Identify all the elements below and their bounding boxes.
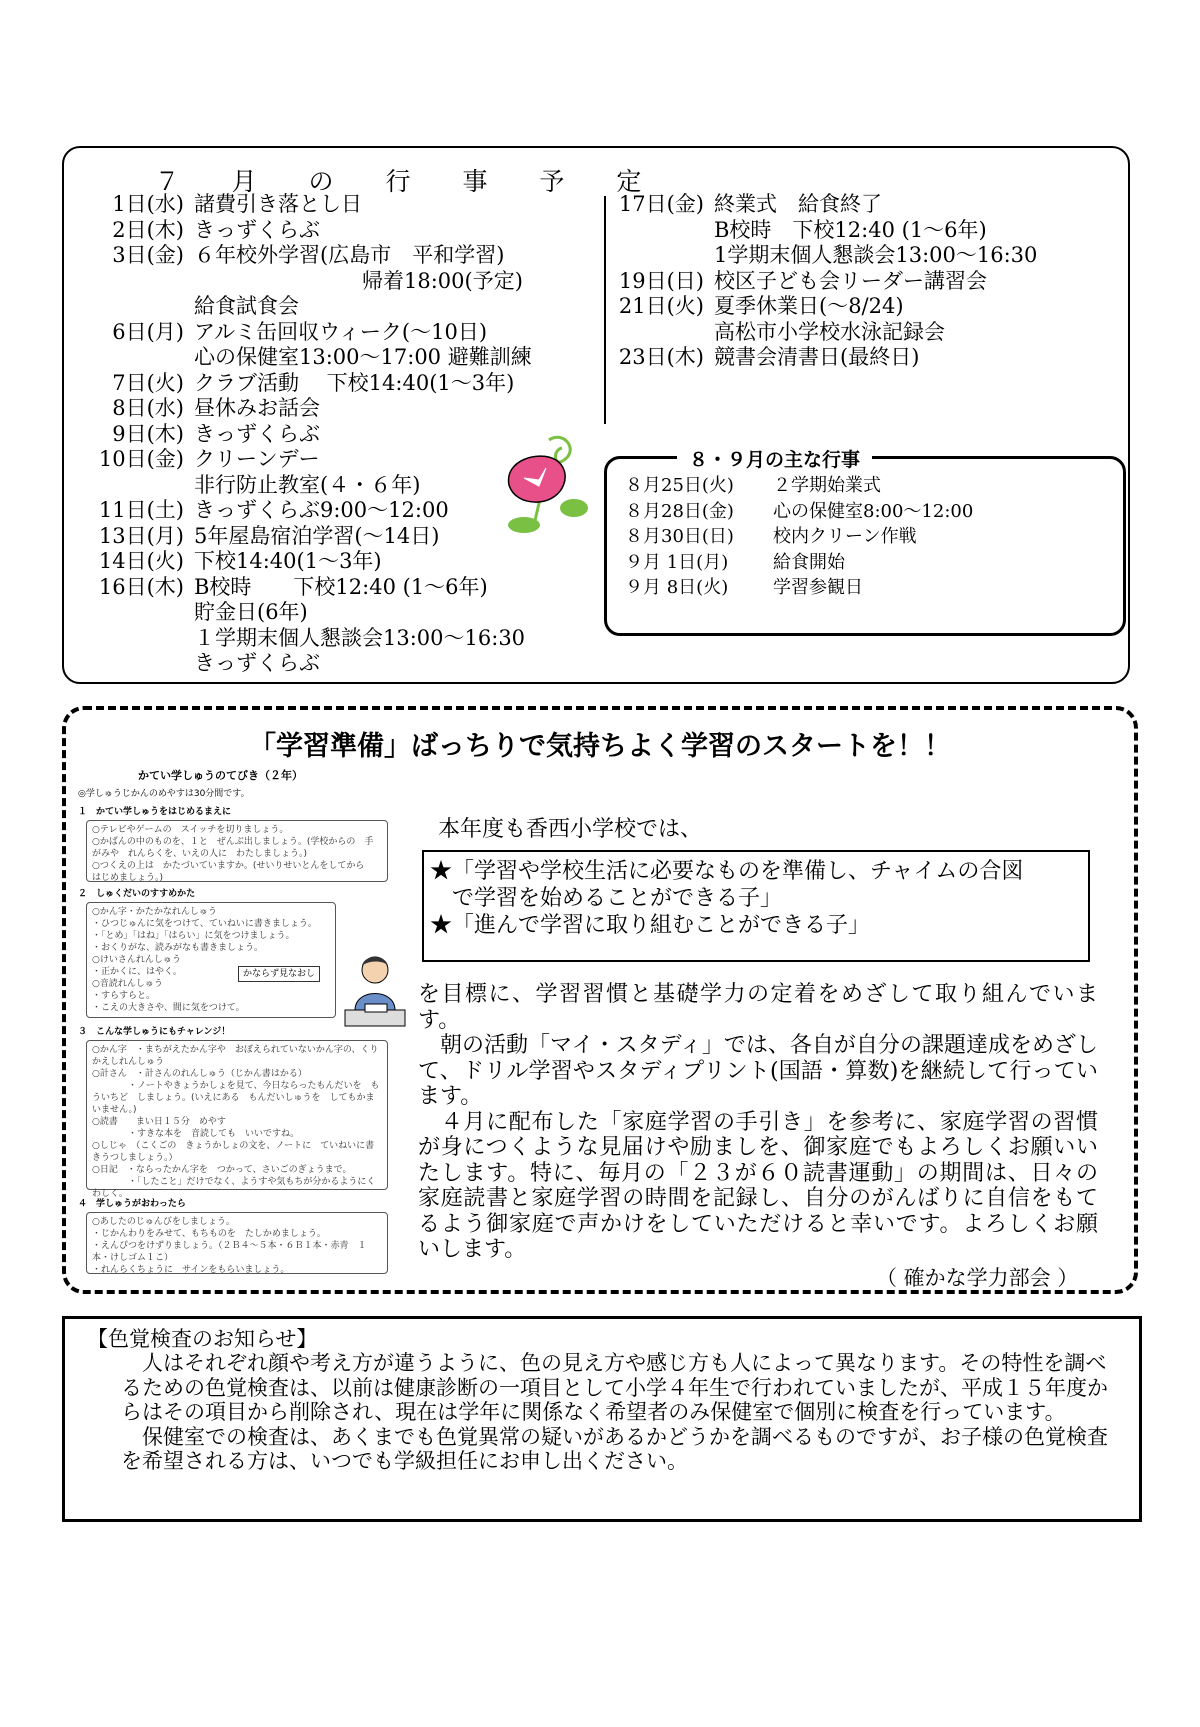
color-paragraph-1: 人はそれぞれ顔や考え方が違うように、色の見え方や感じ方も人によって異なります。その特性を調べるための色覚検査は、以前は健康診断の一項目として小学４年生で行われていましたが、平成１５年度からはその項目から削除され、現在は学年に関係なく希望者のみ保健室で個別に検査を行っています。 [121, 1351, 1108, 1424]
schedule-row [74, 269, 634, 295]
study-preparation-box [62, 706, 1138, 1294]
schedule-event: １学期末個人懇談会13:00～16:30 [194, 625, 526, 650]
schedule-event: 心の保健室13:00～17:00 避難訓練 [194, 345, 532, 369]
color-paragraph-2: 保健室での検査は、あくまでも色覚異常の疑いがあるかどうかを調べるものですが、お子様の色覚検査を希望される方は、いつでも学級担任にお申し出ください。 [121, 1424, 1108, 1473]
study-paragraph-1: を目標に、学習習慣と基礎学力の定着をめざして取り組んでいます。 [418, 982, 1098, 1033]
guide-box-2: ○かん字・かたかなれんしゅう ・ひつじゅんに気をつけて、ていねいに書きましょう。 ・「とめ」「はね」「はらい」に気をつけましょう。 ・おくりがな、読みがなも書きましょう。 ○けいさんれんしゅう ・正かくに、はやく。 ○音読れんしゅう ・すらすらと。 ・こえの大きさや、間に気をつけて。 [86, 902, 336, 1018]
study-paragraph-2: 朝の活動「マイ・スタディ」では、各自が自分の課題達成をめざして、ドリル学習やスタディプリント(国語・算数)を継続して行っています。 [418, 1033, 1098, 1109]
schedule-date [74, 269, 194, 295]
aug-sep-event: 学習参観日 [773, 577, 863, 598]
schedule-row [74, 600, 634, 626]
aug-sep-date: ９月 1日(月) [625, 551, 729, 573]
schedule-event: きっずくらぶ [194, 421, 320, 446]
schedule-date [604, 320, 714, 346]
color-notice-body [121, 1351, 1121, 1474]
schedule-date: 19日(日) [618, 268, 704, 293]
schedule-date [74, 651, 194, 677]
schedule-event: 諸費引き落とし日 [194, 192, 362, 216]
schedule-date: 9日(木) [112, 421, 184, 446]
schedule-date [604, 243, 714, 269]
schedule-event: クラブ活動 下校14:40(1～3年) [194, 370, 515, 395]
schedule-right-column [604, 192, 1124, 371]
schedule-date: 1日(水) [112, 192, 184, 216]
schedule-date [604, 218, 714, 244]
schedule-date: 17日(金) [618, 192, 704, 216]
schedule-row [604, 192, 1124, 218]
schedule-row [74, 651, 634, 677]
july-schedule-box [62, 146, 1130, 684]
schedule-event: 5年屋島宿泊学習(～14日) [194, 523, 440, 548]
aug-sep-date: ８月28日(金) [625, 500, 734, 522]
study-body [418, 982, 1098, 1263]
schedule-row [604, 269, 1124, 295]
study-intro: 本年度も香西小学校では、 [438, 817, 703, 842]
schedule-row [74, 294, 634, 320]
check-again-label: かならず見なおし [238, 966, 320, 982]
schedule-date: 23日(木) [618, 345, 704, 369]
aug-sep-event: ２学期始業式 [773, 475, 881, 496]
guide-section-3: ３ こんな学しゅうにもチャレンジ！ [78, 1027, 231, 1037]
schedule-date [74, 626, 194, 652]
schedule-date: 14日(火) [98, 549, 184, 573]
schedule-event: 高松市小学校水泳記録会 [714, 319, 945, 344]
schedule-event: きっずくらぶ [194, 217, 320, 242]
schedule-date: 8日(水) [112, 396, 184, 420]
schedule-row [604, 320, 1124, 346]
aug-sep-date: ９月 8日(火) [625, 577, 729, 598]
guide-section-2: ２ しゅくだいのすすめかた [78, 889, 196, 899]
schedule-event: B校時 下校12:40 (1～6年) [194, 574, 488, 599]
schedule-row [74, 371, 634, 397]
morning-glory-icon [494, 430, 594, 540]
study-signature: （ 確かな学力部会 ） [876, 1266, 1079, 1290]
aug-sep-row [625, 499, 973, 525]
schedule-row [74, 218, 634, 244]
schedule-date [74, 294, 194, 320]
goal-line-1: ★「学習や学校生活に必要なものを準備し、チャイムの合図 [430, 859, 1024, 884]
schedule-event: B校時 下校12:40 (1～6年) [714, 217, 987, 242]
schedule-date: 2日(木) [112, 217, 184, 242]
aug-sep-row [625, 575, 973, 601]
schedule-row [74, 575, 634, 601]
schedule-row [604, 243, 1124, 269]
guide-title: かてい学しゅうのてびき（２年） [138, 769, 303, 782]
schedule-row [74, 320, 634, 346]
schedule-event: 1学期末個人懇談会13:00～16:30 [714, 243, 1038, 267]
schedule-event: きっずくらぶ9:00～12:00 [194, 498, 449, 522]
schedule-event: きっずくらぶ [194, 651, 320, 675]
guide-section-1: １ かてい学しゅうをはじめるまえに [78, 807, 232, 817]
aug-sep-row [625, 524, 973, 550]
schedule-row [74, 549, 634, 575]
schedule-event: 終業式 給食終了 [714, 192, 882, 216]
schedule-date: 16日(木) [98, 574, 184, 599]
schedule-event: クリーンデー [194, 447, 320, 471]
goal-line-2: で学習を始めることができる子」 [430, 886, 783, 911]
color-notice-title: 【色覚検査のお知らせ】 [87, 1327, 318, 1351]
aug-sep-date: ８月30日(日) [625, 526, 734, 547]
schedule-event: 帰着18:00(予定) [194, 268, 523, 293]
schedule-event: 競書会清書日(最終日) [714, 345, 920, 369]
schedule-row [604, 218, 1124, 244]
schedule-date: 3日(金) [112, 243, 184, 267]
study-goals-box [422, 850, 1090, 962]
schedule-event: 給食試食会 [194, 294, 299, 318]
schedule-date: 6日(月) [112, 319, 184, 344]
schedule-event: アルミ缶回収ウィーク(～10日) [194, 319, 488, 344]
aug-sep-list [625, 473, 973, 601]
aug-sep-date: ８月25日(火) [625, 475, 734, 496]
schedule-date [74, 345, 194, 371]
schedule-row [74, 243, 634, 269]
schedule-title: ７ 月 の 行 事 予 定 [154, 167, 664, 196]
study-paragraph-3: ４月に配布した「家庭学習の手引き」を参考に、家庭学習の習慣が身につくような見届けや励ましを、御家庭でもよろしくお願いいたします。特に、毎月の「２３が６０読書運動」の期間は、日々の家庭読書と家庭学習の時間を記録し、自分のがんばりに自信をもてるよう御家庭で声かけをしていただけると幸いです。よろしくお願いします。 [418, 1109, 1098, 1262]
schedule-date: 11日(土) [98, 498, 184, 522]
schedule-event: 貯金日(6年) [194, 600, 308, 624]
schedule-event: 非行防止教室(４・６年) [194, 472, 421, 497]
schedule-event: 下校14:40(1～3年) [194, 549, 382, 573]
schedule-row [74, 626, 634, 652]
guide-note: ◎学しゅうじかんのめやすは30分間です。 [78, 789, 250, 799]
schedule-date [74, 600, 194, 626]
home-study-guide [78, 769, 458, 1274]
schedule-date: 21日(火) [618, 294, 704, 318]
guide-box-3: ○かん字 ・まちがえたかん字や おぼえられていないかん字の、くりかえしれんしゅう ○計さん ・計さんのれんしゅう（じかん書はかる） ・ノートやきょうかしょを見て、今日ならったもんだいを もういちど しましょう。(いえにある もんだいしゅうを してもかまいません。) ○読書 まい日１５分 めやす ・すきな本を 音読しても いいですね。 ○しじゃ （こくごの きょうかしょの文を、ノートに ていねいに書きうつしましょう。） ○日記 ・ならったかん字を つかって、さいごのぎょうまで。 ・「したこと」だけでなく、ようすや気もちが分かるようにくわしく。 [86, 1040, 388, 1190]
schedule-row [604, 345, 1124, 371]
goal-line-3: ★「進んで学習に取り組むことができる子」 [430, 913, 871, 938]
schedule-row [74, 345, 634, 371]
aug-sep-title: ８・９月の主な行事 [677, 445, 872, 472]
schedule-date: 10日(金) [98, 447, 184, 471]
schedule-date: 7日(火) [112, 370, 184, 395]
aug-sep-event: 心の保健室8:00～12:00 [773, 500, 974, 522]
color-vision-notice [62, 1316, 1142, 1522]
guide-section-4: ４ 学しゅうがおわったら [78, 1199, 186, 1209]
aug-sep-events-box [604, 449, 1126, 636]
schedule-event: 校区子ども会リーダー講習会 [714, 268, 987, 293]
guide-box-4: ○あしたのじゅんびをしましょう。 ・じかんわりをみせて、もちものを たしかめましょう。 ・えんぴつをけずりましょう。（２Ｂ４～５本・６Ｂ１本・赤青 １本・けしゴム１こ） ・れんらくちょうに サインをもらいましょう。 [86, 1212, 388, 1274]
schedule-row [604, 294, 1124, 320]
schedule-date: 13日(月) [98, 523, 184, 548]
aug-sep-event: 校内クリーン作戦 [773, 526, 917, 547]
studying-child-icon [340, 950, 410, 1030]
schedule-row [74, 396, 634, 422]
aug-sep-row [625, 550, 973, 576]
schedule-event: 昼休みお話会 [194, 396, 320, 420]
study-title: 「学習準備」ばっちりで気持ちよく学習のスタートを！！ [249, 731, 951, 762]
aug-sep-row [625, 473, 973, 499]
schedule-date [74, 473, 194, 499]
aug-sep-event: 給食開始 [773, 551, 845, 573]
schedule-event: ６年校外学習(広島市 平和学習) [194, 243, 505, 267]
guide-box-1: ○テレビやゲームの スイッチを切りましょう。 ○かばんの中のものを、１と ぜんぶ出しましょう。(学校からの 手がみや れんらくを、いえの人に わたしましょう。) ○つくえの上は かたづいていますか。(せいりせいとんをしてから はじめましょう。) [86, 820, 388, 882]
schedule-row [74, 192, 634, 218]
schedule-event: 夏季休業日(～8/24) [714, 294, 904, 318]
